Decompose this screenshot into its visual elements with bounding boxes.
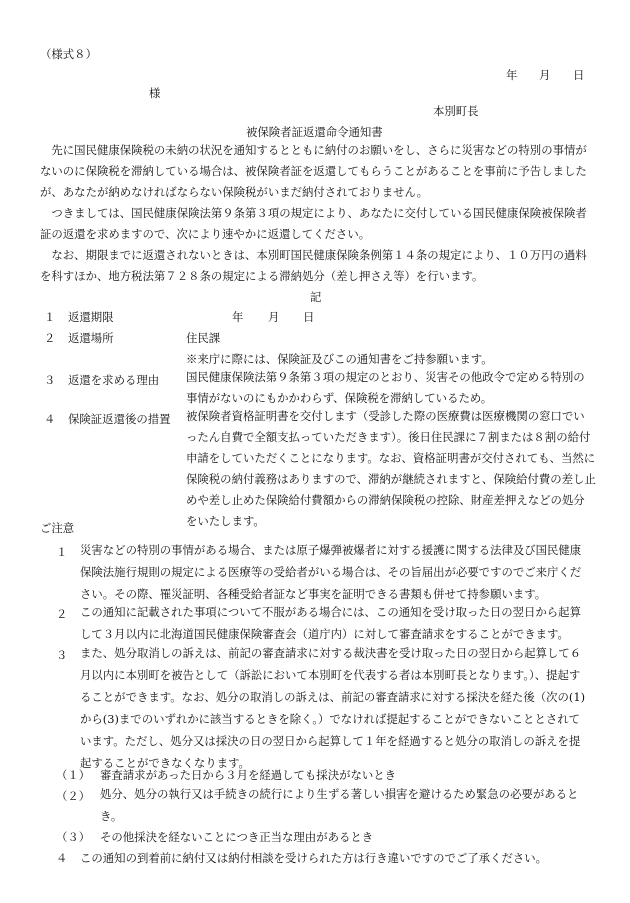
date-month: 月 [539, 68, 551, 82]
subnote-3-number: （３） [56, 830, 91, 844]
item-4-number: ４ [44, 412, 56, 426]
intro-paragraph-1: 先に国民健康保険税の未納の状況を通知するとともに納付のお願いをし、さらに災害などの特別の事情がないのに保険税を滞納している場合は、被保険者証を返還してもらうことがあることを事前に予告しましたが、あなたが納めなければならない保険税がいまだ納付されておりません。 [40, 143, 587, 199]
item-4-body: 被保険者資格証明書を交付します（受診した際の医療費は医療機関の窓口でいったん自費で全額支払っていただきます）。後日住民課に７割または８割の給付申請をしていただくことになります。なお、資格証明書が交付されても、当然に保険税の納付義務はありますので、滞納が継続されますと、保険給付費の差し止めや差し止めた保険給付費額からの滞納保険税の控除、財産差押えなどの処分をいたします。 [186, 409, 596, 528]
item-4-label: 保険証返還後の措置 [68, 412, 171, 426]
note-3-number: ３ [56, 648, 68, 662]
item-2-body: 住民課 [186, 331, 221, 345]
addressee-suffix: 様 [149, 86, 161, 100]
subnote-1-text: 審査請求があった日から３月を経過しても採決がないとき [100, 768, 397, 782]
item-2-number: ２ [44, 331, 56, 345]
item-3-number: ３ [44, 373, 56, 387]
item-1-number: １ [44, 310, 56, 324]
item-1-label: 返還期限 [68, 310, 114, 324]
subnote-2-text: 処分、処分の執行又は手続きの続行により生ずる著しい損害を避けるため緊急の必要があるとき。 [100, 787, 579, 823]
note-1-number: １ [56, 545, 68, 559]
item-2-label: 返還場所 [68, 331, 114, 345]
form-number: （様式８） [40, 47, 97, 61]
item-1-year: 年 [232, 310, 244, 324]
subnote-1-number: （１） [56, 768, 91, 782]
note-3-text: また、処分取消しの訴えは、前記の審査請求に対する裁決書を受け取った日の翌日から起算して６月以内に本別町を被告として（訴訟において本別町を代表する者は本別町長となります。）、提起することができます。なお、処分の取消しの訴えは、前記の審査請求に対する採決を経た後（次の(1)から(3)までのいずれかに該当するときを除く。）でなければ提起することができないこととされています。ただし、処分又は採決の日の翌日から起算して１年を経過すると処分の取消しの訴えを提起することができなくなります。 [80, 646, 586, 770]
note-2-text: この通知に記載された事項について不服がある場合には、この通知を受け取った日の翌日から起算して３月以内に北海道国民健康保険審査会（道庁内）に対して審査請求をすることができます。 [80, 605, 581, 641]
subnote-2-number: （２） [56, 789, 91, 803]
note-1-text: 災害などの特別の事情がある場合、または原子爆弾被爆者に対する援護に関する法律及び国民健康保険法施行規則の規定による医療等の受給者がいる場合は、その旨届出が必要ですのでご来庁ください。その際、罹災証明、各種受給者証など事実を証明できる書類も併せて持参願います。 [80, 543, 582, 601]
note-4-text: この通知の到着前に納付又は納付相談を受けられた方は行き違いですのでご了承ください。 [80, 851, 548, 865]
ki-mark: 記 [310, 290, 322, 304]
subnote-3-text: その他採決を経ないことにつき正当な理由があるとき [100, 830, 374, 844]
item-3-body: 国民健康保険法第９条第３項の規定のとおり、災害その他政令で定める特別の事情がないのにもかかわらず、保険税を滞納しているため。 [186, 370, 585, 405]
sender: 本別町長 [433, 104, 479, 118]
item-2-note: ※来庁に際には、保険証及びこの通知書をご持参願います。 [186, 352, 493, 366]
date-year: 年 [506, 68, 518, 82]
notes-title: ご注意 [40, 521, 75, 535]
document-title: 被保険者証返還命令通知書 [246, 125, 383, 139]
item-1-month: 月 [268, 310, 280, 324]
note-2-number: ２ [56, 607, 68, 621]
date-day: 日 [573, 68, 585, 82]
item-1-day: 日 [303, 310, 315, 324]
note-4-number: ４ [56, 851, 68, 865]
intro-paragraph-2: つきましては、国民健康保険法第９条第３項の規定により、あなたに交付している国民健康保険被保険者証の返還を求めますので、次により速やかに返還してください。 [40, 206, 587, 241]
item-3-label: 返還を求める理由 [68, 373, 160, 387]
intro-paragraph-3: なお、期限までに返還されないときは、本別町国民健康保険条例第１４条の規定により、１０万円の過料を科すほか、地方税法第７２８条の規定による滞納処分（差し押さえ等）を行います。 [40, 248, 587, 283]
